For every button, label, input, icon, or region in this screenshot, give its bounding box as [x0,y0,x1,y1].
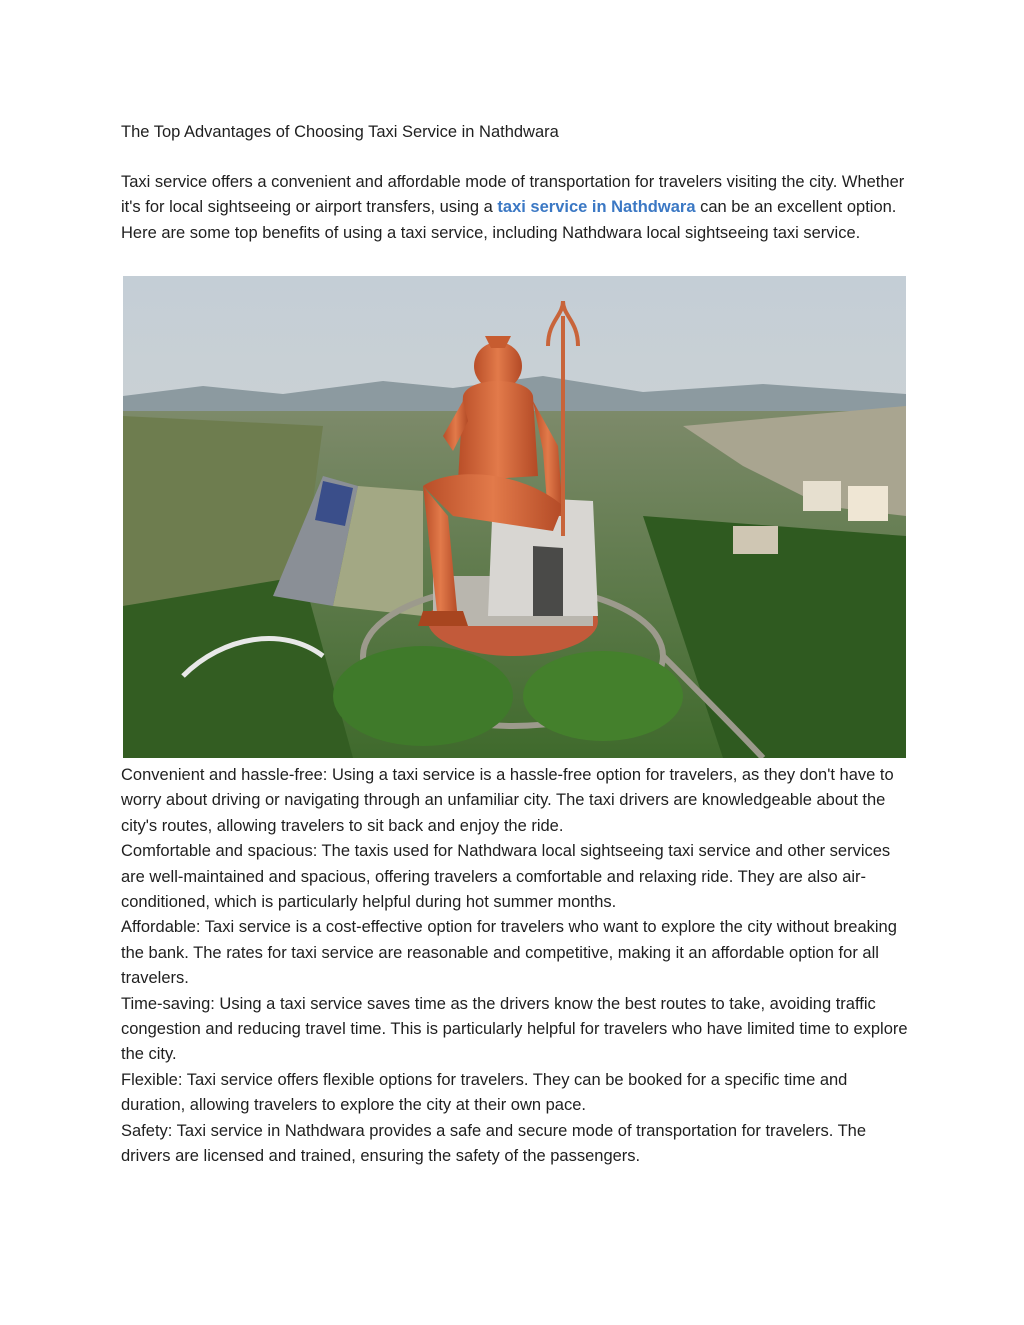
benefits-list [121,763,911,1170]
taxi-service-link[interactable]: taxi service in Nathdwara [497,198,696,217]
intro-paragraph [121,170,911,246]
benefit-time-saving: Time-saving: Using a taxi service saves time as the drivers know the best routes to take, avoiding traffic congestion and reducing travel time. This is particularly helpful for travelers who have limited time to explore the city. [121,994,908,1064]
intro-text-after: can be an excellent option. Here are some top benefits of using a taxi service, including Nathdwara local sightseeing taxi service. [121,198,897,242]
document-title: The Top Advantages of Choosing Taxi Service in Nathdwara [121,123,559,141]
statue-photo [123,276,906,758]
benefit-flexible: Flexible: Taxi service offers flexible options for travelers. They can be booked for a specific time and duration, allowing travelers to explore the city at their own pace. [121,1070,848,1115]
benefit-convenient: Convenient and hassle-free: Using a taxi service is a hassle-free option for travelers, as they don't have to worry about driving or navigating through an unfamiliar city. The taxi drivers are knowledgeable about the city's routes, allowing travelers to sit back and enjoy the ride. [121,766,894,835]
benefit-comfortable: Comfortable and spacious: The taxis used for Nathdwara local sightseeing taxi service and other services are well-maintained and spacious, offering travelers a comfortable and relaxing ride. They are also air-conditioned, which is particularly helpful during hot summer months. [121,842,891,912]
intro-text-before: Taxi service offers a convenient and affordable mode of transportation for travelers visiting the city. Whether it's for local sightseeing or airport transfers, using a [121,173,905,217]
benefit-affordable: Affordable: Taxi service is a cost-effective option for travelers who want to explore the city without breaking the bank. The rates for taxi service are reasonable and competitive, making it an affordable option for all travelers. [121,918,897,988]
benefit-safety: Safety: Taxi service in Nathdwara provides a safe and secure mode of transportation for travelers. The drivers are licensed and trained, ensuring the safety of the passengers. [121,1121,867,1166]
